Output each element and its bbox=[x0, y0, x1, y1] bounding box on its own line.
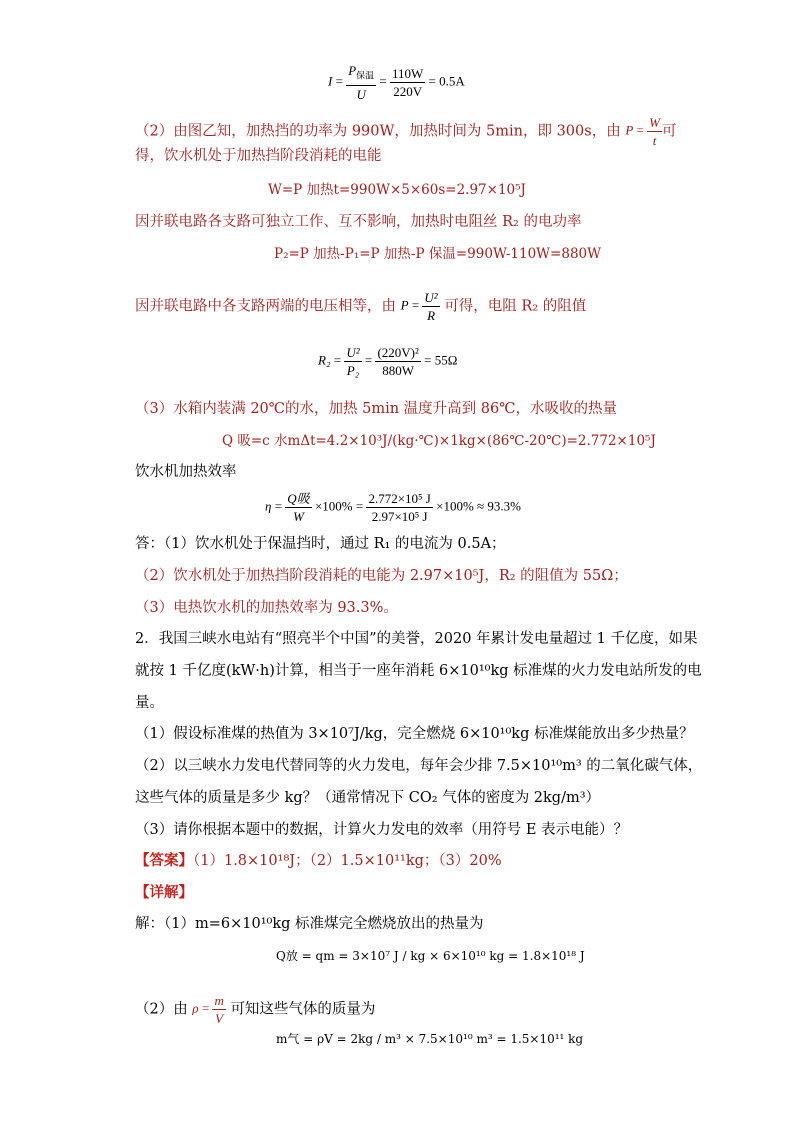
equation-resistance: R₂ = $\frac{\text{U²}}{\text{P₂}}$ = $\frac{\text{(220V)²}}{880W}$ = 55Ω bbox=[318, 345, 458, 378]
question-2-sub2b: 这些气体的质量是多少 kg？（通常情况下 CO₂ 气体的密度为 2kg/m³） bbox=[135, 790, 601, 806]
equation-power-r2: P₂=P 加热-P₁=P 加热-P 保温=990W-110W=880W bbox=[274, 246, 601, 262]
equation-energy: W=P 加热t=990W×5×60s=2.97×10⁵J bbox=[268, 182, 526, 198]
solution-line-1: 解：（1）m=6×10¹⁰kg 标准煤完全燃烧放出的热量为 bbox=[135, 916, 484, 932]
paragraph-3: 因并联电路各支路可独立工作、互不影响，加热时电阻丝 R₂ 的电功率 bbox=[135, 214, 582, 230]
answer-line-2: （2）饮水机处于加热挡阶段消耗的电能为 2.97×10⁵J，R₂ 的阻值为 55Ω； bbox=[135, 568, 628, 584]
question-2-sub3: （3）请你根据本题中的数据，计算火力发电的效率（用符号 E 表示电能）？ bbox=[135, 822, 629, 838]
equation-heat-released: Q放 = qm = 3×10⁷ J / kg × 6×10¹⁰ kg = 1.8×10¹⁸ J bbox=[276, 949, 585, 963]
detail-row bbox=[135, 883, 193, 903]
answer-row bbox=[135, 851, 502, 871]
paragraph-5: （3）水箱内装满 20℃的水，加热 5min 温度升高到 86℃，水吸收的热量 bbox=[135, 401, 617, 417]
paragraph-2-line1: （2）由图乙知，加热挡的功率为 990W，加热时间为 5min，即 300s，由 P = $\frac{W}{t}$ 可 bbox=[135, 115, 677, 148]
density-formula: ρ = $\frac{m}{V}$ bbox=[192, 993, 224, 1026]
power-voltage-formula: P = $\frac{\text{U²}}{R}$ bbox=[400, 290, 438, 323]
question-2-line3: 量。 bbox=[135, 695, 164, 711]
answer-line-3: （3）电热饮水机的加热效率为 93.3%。 bbox=[135, 600, 398, 616]
equation-heat: Q 吸=c 水mΔt=4.2×10³J/(kg·℃)×1kg×(86℃-20℃)=2.772×10⁵J bbox=[222, 433, 656, 449]
paragraph-2-line2: 得，饮水机处于加热挡阶段消耗的电能 bbox=[135, 148, 382, 164]
question-2-sub1: （1）假设标准煤的热值为 3×10⁷J/kg，完全燃烧 6×10¹⁰kg 标准煤能放出多少热量？ bbox=[135, 726, 694, 742]
paragraph-6: 饮水机加热效率 bbox=[135, 464, 237, 480]
equation-gas-mass: m气 = ρV = 2kg / m³ × 7.5×10¹⁰ m³ = 1.5×10¹¹ kg bbox=[276, 1032, 584, 1046]
answer-label: 【答案】 bbox=[135, 852, 193, 869]
question-2-line1: 2．我国三峡水电站有“照亮半个中国”的美誉，2020 年累计发电量超过 1 千亿度，如果 bbox=[135, 631, 698, 647]
answer-line-1: 答：（1）饮水机处于保温挡时，通过 R₁ 的电流为 0.5A； bbox=[135, 536, 506, 552]
equation-efficiency: η = $\frac{\text{Q吸}}{W}$ ×100% = $\frac{\text{2.772×10⁵ J}}{\text{2.97×10⁵ J}}$ ×100% ≈ 93.3% bbox=[265, 491, 521, 524]
question-2-sub2a: （2）以三峡水力发电代替同等的火力发电，每年会少排 7.5×10¹⁰m³ 的二氧化碳气体， bbox=[135, 758, 703, 774]
paragraph-4: 因并联电路中各支路两端的电压相等，由 P = $\frac{\text{U²}}{R}$ 可得，电阻 R₂ 的阻值 bbox=[135, 290, 587, 323]
question-2-line2: 就按 1 千亿度(kW·h)计算，相当于一座年消耗 6×10¹⁰kg 标准煤的火力发电站所发的电 bbox=[135, 663, 702, 679]
equation-current: I = $\frac{P_{保温}}{U}$ = $\frac{110W}{220V}$ = 0.5A bbox=[328, 63, 465, 102]
detail-label: 【详解】 bbox=[135, 884, 193, 901]
solution-line-2: （2）由 ρ = $\frac{m}{V}$ 可知这些气体的质量为 bbox=[135, 993, 376, 1026]
answer-text: （1）1.8×10¹⁸J；（2）1.5×10¹¹kg；（3）20% bbox=[193, 853, 502, 869]
power-formula: P = $\frac{W}{t}$ bbox=[625, 115, 660, 148]
